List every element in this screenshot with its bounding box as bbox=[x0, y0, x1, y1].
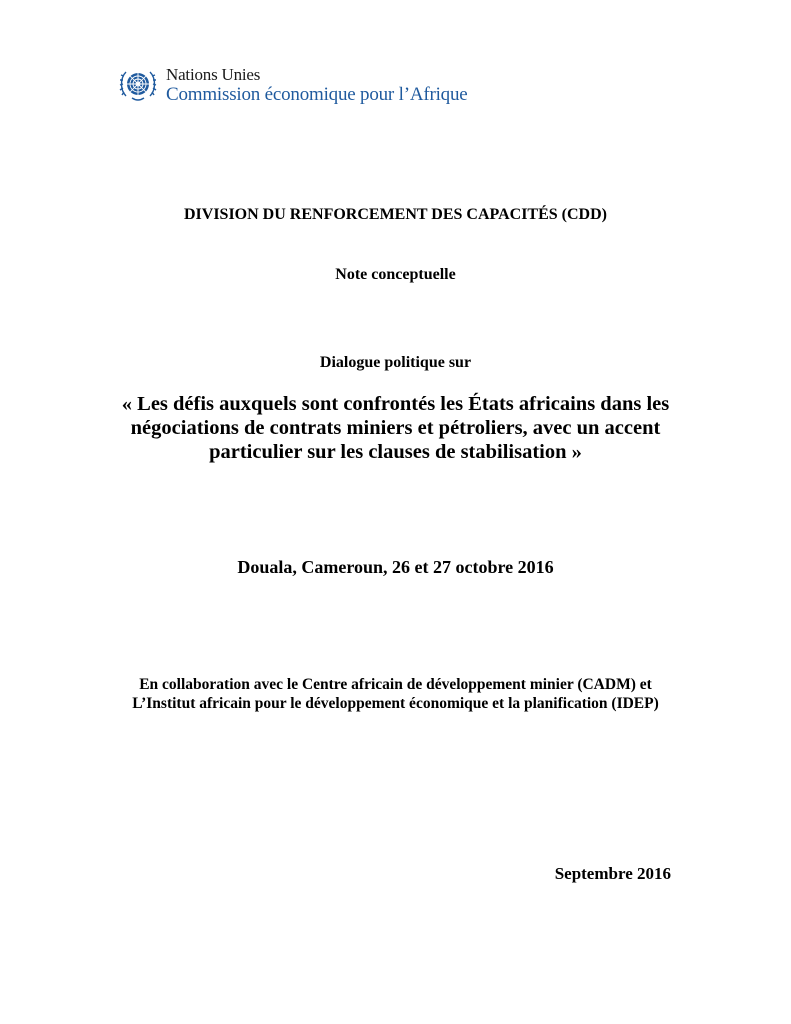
event-title-line: particulier sur les clauses de stabilisation » bbox=[209, 441, 582, 463]
un-emblem-icon bbox=[118, 66, 158, 104]
event-place-date: Douala, Cameroun, 26 et 27 octobre 2016 bbox=[237, 557, 554, 577]
event-title-line: « Les défis auxquels sont confrontés les États africains dans les bbox=[121, 393, 670, 415]
collaboration-line: En collaboration avec le Centre africain de développement minier (CADM) et bbox=[139, 676, 652, 693]
uneca-logo bbox=[118, 66, 468, 104]
collaboration-line: L’Institut africain pour le développement économique et la planification (IDEP) bbox=[132, 695, 659, 712]
logo-line-commission: Commission économique pour l’Afrique bbox=[166, 84, 468, 105]
logo-text bbox=[166, 66, 468, 104]
division-heading: DIVISION DU RENFORCEMENT DES CAPACITÉS (CDD) bbox=[183, 206, 607, 223]
document-date: Septembre 2016 bbox=[554, 864, 671, 883]
document-type: Note conceptuelle bbox=[335, 266, 456, 283]
collaboration-statement bbox=[0, 675, 791, 713]
event-title-line: négociations de contrats miniers et pétroliers, avec un accent bbox=[130, 417, 661, 439]
dialogue-intro: Dialogue politique sur bbox=[319, 354, 472, 371]
logo-line-nations-unies: Nations Unies bbox=[166, 65, 261, 84]
event-title bbox=[0, 392, 791, 464]
